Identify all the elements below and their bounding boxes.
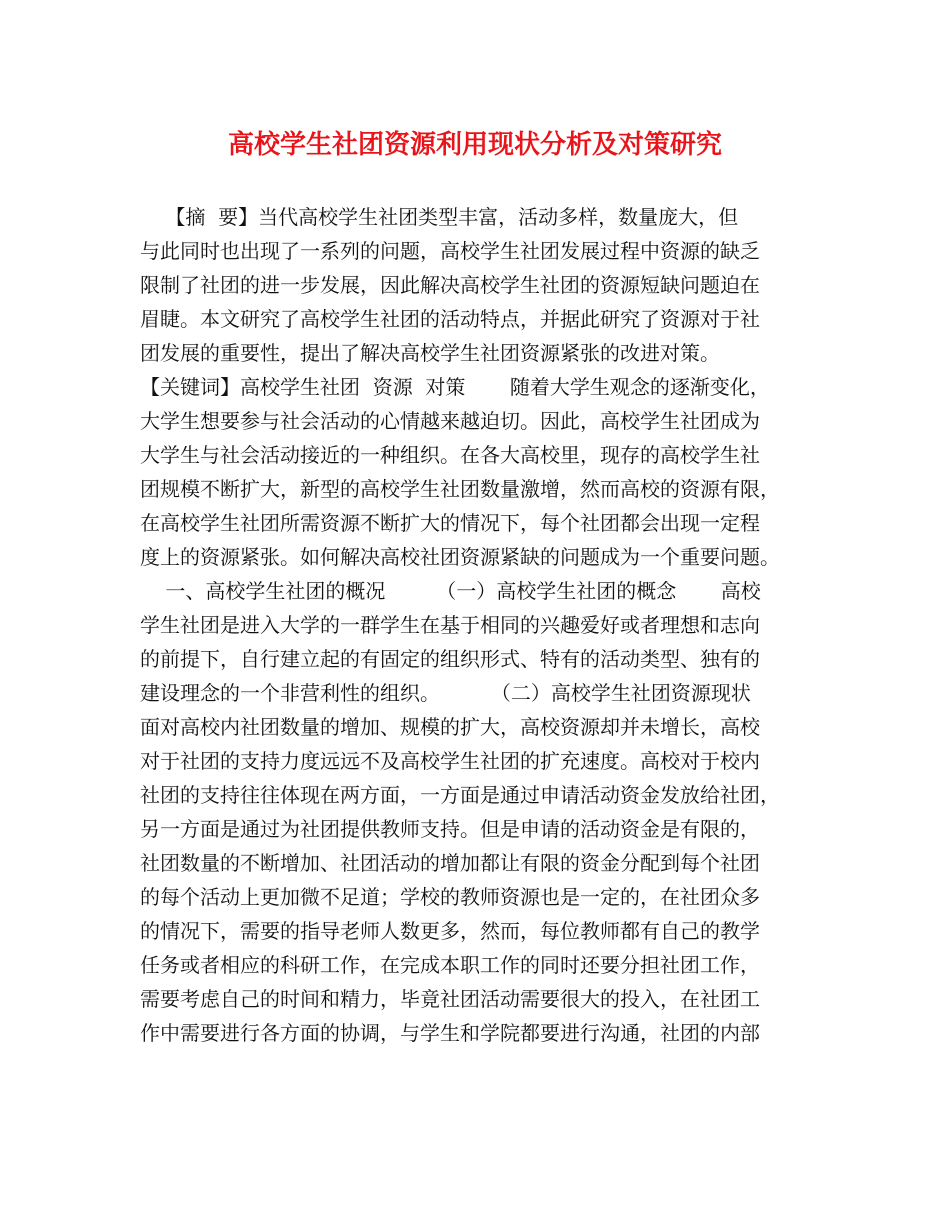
body-line: 任务或者相应的科研工作，在完成本职工作的同时还要分担社团工作， xyxy=(140,953,760,977)
body-line: 的每个活动上更加微不足道；学校的教师资源也是一定的，在社团众多 xyxy=(140,885,760,909)
body-line: 建设理念的一个非营利性的组织。 （二）高校学生社团资源现状 xyxy=(140,681,751,705)
body-line: 作中需要进行各方面的协调，与学生和学院都要进行沟通，社团的内部 xyxy=(140,1021,760,1045)
document-title: 高校学生社团资源利用现状分析及对策研究 xyxy=(227,130,722,160)
body-line: 在高校学生社团所需资源不断扩大的情况下，每个社团都会出现一定程 xyxy=(140,511,760,535)
body-line: 另一方面是通过为社团提供教师支持。但是申请的活动资金是有限的， xyxy=(140,817,760,841)
body-line: 【关键词】高校学生社团 资源 对策 随着大学生观念的逐渐变化， xyxy=(140,375,770,399)
body-line: 【摘 要】当代高校学生社团类型丰富，活动多样，数量庞大，但 xyxy=(140,205,739,229)
body-line: 限制了社团的进一步发展，因此解决高校学生社团的资源短缺问题迫在 xyxy=(140,273,760,297)
body-line: 团发展的重要性，提出了解决高校学生社团资源紧张的改进对策。 xyxy=(140,341,720,365)
body-line: 对于社团的支持力度远远不及高校学生社团的扩充速度。高校对于校内 xyxy=(140,749,760,773)
body-line: 团规模不断扩大，新型的高校学生社团数量激增，然而高校的资源有限， xyxy=(140,477,780,501)
body-line: 度上的资源紧张。如何解决高校社团资源紧缺的问题成为一个重要问题。 xyxy=(140,545,780,569)
body-line: 一、高校学生社团的概况 （一）高校学生社团的概念 高校 xyxy=(140,579,761,603)
body-line: 的情况下，需要的指导老师人数更多，然而，每位教师都有自己的教学 xyxy=(140,919,760,943)
body-line: 大学生想要参与社会活动的心情越来越迫切。因此，高校学生社团成为 xyxy=(140,409,760,433)
body-line: 眉睫。本文研究了高校学生社团的活动特点，并据此研究了资源对于社 xyxy=(140,307,760,331)
body-line: 需要考虑自己的时间和精力，毕竟社团活动需要很大的投入，在社团工 xyxy=(140,987,760,1011)
body-line: 的前提下，自行建立起的有固定的组织形式、特有的活动类型、独有的 xyxy=(140,647,760,671)
body-line: 社团数量的不断增加、社团活动的增加都让有限的资金分配到每个社团 xyxy=(140,851,760,875)
body-line: 学生社团是进入大学的一群学生在基于相同的兴趣爱好或者理想和志向 xyxy=(140,613,760,637)
body-line: 面对高校内社团数量的增加、规模的扩大，高校资源却并未增长，高校 xyxy=(140,715,760,739)
body-line: 与此同时也出现了一系列的问题，高校学生社团发展过程中资源的缺乏 xyxy=(140,239,760,263)
body-line: 大学生与社会活动接近的一种组织。在各大高校里，现存的高校学生社 xyxy=(140,443,760,467)
body-line: 社团的支持往往体现在两方面，一方面是通过申请活动资金发放给社团， xyxy=(140,783,780,807)
